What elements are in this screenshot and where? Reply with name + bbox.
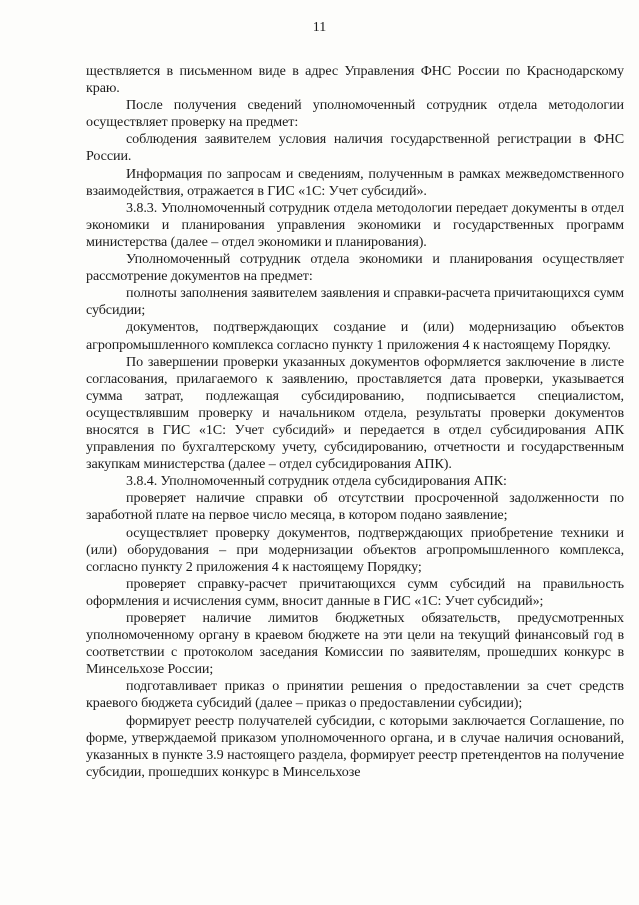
paragraph: После получения сведений уполномоченный сотрудник отдела методологии осуществляет проверку на предмет: [86,97,624,131]
paragraph: По завершении проверки указанных документов оформляется заключение в листе согласования, прилагаемого к заявлению, проставляется дата проверки, указывается сумма затрат, подлежащая субсидированию, подписывается специалистом, осуществлявшим проверку и начальником отдела, результаты проверки документов вносятся в ГИС «1С: Учет субсидий» и передается в отдел субсидирования АПК управления по бухгалтерскому учету, субсидированию, отчетности и государственным закупкам министерства (далее – отдел субсидирования АПК). [86,353,624,473]
paragraph: Информация по запросам и сведениям, полученным в рамках межведомственного взаимодействия, отражается в ГИС «1С: Учет субсидий». [86,165,624,199]
page-number: 11 [312,20,327,35]
paragraph: Уполномоченный сотрудник отдела экономики и планирования осуществляет рассмотрение документов на предмет: [86,251,624,285]
paragraph: документов, подтверждающих создание и (или) модернизацию объектов агропромышленного комплекса согласно пункту 1 приложения 4 к настоящему Порядку. [86,319,624,353]
paragraph-section-3-8-3: 3.8.3. Уполномоченный сотрудник отдела методологии передает документы в отдел экономики и планирования управления экономики и государственных программ министерства (далее – отдел экономики и планирования). [86,199,624,250]
document-body [86,63,624,781]
paragraph: осуществляет проверку документов, подтверждающих приобретение техники и (или) оборудования – при модернизации объектов агропромышленного комплекса, согласно пункту 2 приложения 4 к настоящему Порядку; [86,524,624,575]
paragraph: подготавливает приказ о принятии решения о предоставлении за счет средств краевого бюджета субсидий (далее – приказ о предоставлении субсидии); [86,678,624,712]
paragraph: полноты заполнения заявителем заявления и справки-расчета причитающихся сумм субсидии; [86,285,624,319]
paragraph: формирует реестр получателей субсидии, с которыми заключается Соглашение, по форме, утверждаемой приказом уполномоченного органа, и в случае наличия оснований, указанных в пункте 3.9 настоящего раздела, формирует реестр претендентов на получение субсидии, прошедших конкурс в Минсельхозе [86,712,624,780]
paragraph: проверяет наличие справки об отсутствии просроченной задолженности по заработной плате на первое число месяца, в котором подано заявление; [86,490,624,524]
paragraph-continuation: ществляется в письменном виде в адрес Управления ФНС России по Краснодарскому краю. [86,63,624,97]
paragraph: проверяет наличие лимитов бюджетных обязательств, предусмотренных уполномоченному органу в краевом бюджете на эти цели на текущий финансовый год в соответствии с протоколом заседания Комиссии по заявителям, прошедших конкурс в Минсельхозе России; [86,610,624,678]
paragraph-section-3-8-4: 3.8.4. Уполномоченный сотрудник отдела субсидирования АПК: [126,473,507,490]
paragraph: проверяет справку-расчет причитающихся сумм субсидий на правильность оформления и исчисления сумм, вносит данные в ГИС «1С: Учет субсидий»; [86,575,624,609]
paragraph: соблюдения заявителем условия наличия государственной регистрации в ФНС России. [86,131,624,165]
